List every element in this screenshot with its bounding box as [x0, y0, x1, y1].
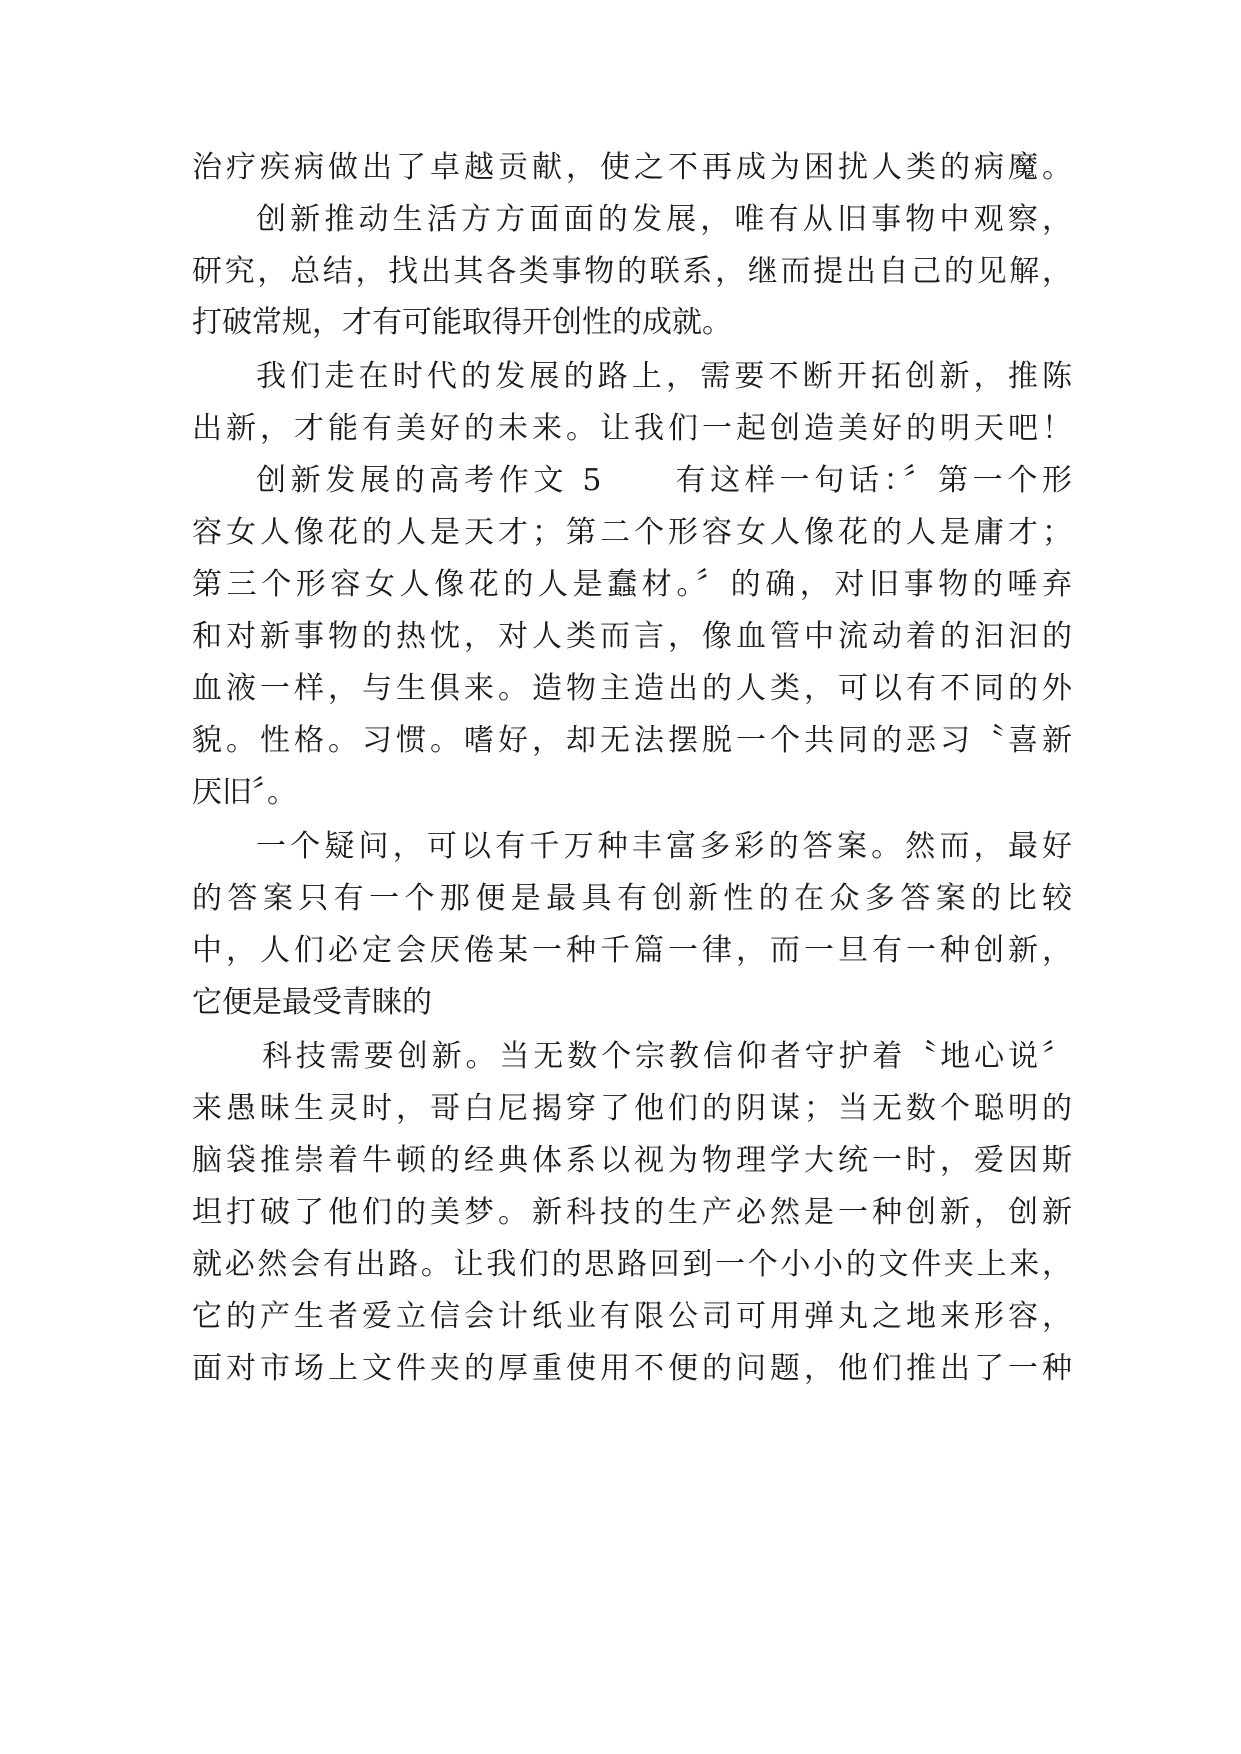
- text-line: 脑袋推崇着牛顿的经典体系以视为物理学大统一时，爱因斯: [192, 1143, 1072, 1178]
- text-line: 第三个形容女人像花的人是蠢材。〞的确，对旧事物的唾弃: [192, 567, 1072, 602]
- text-line: 治疗疾病做出了卓越贡献，使之不再成为困扰人类的病魔。: [192, 150, 1072, 185]
- paragraph-end-line: 它便是最受青睐的: [192, 985, 432, 1020]
- text-line: 出新，才能有美好的未来。让我们一起创造美好的明天吧！: [192, 411, 1072, 446]
- text-line: 坦打破了他们的美梦。新科技的生产必然是一种创新，创新: [192, 1195, 1072, 1230]
- text-line: 容女人像花的人是天才；第二个形容女人像花的人是庸才；: [192, 515, 1072, 550]
- paragraph-end-line: 厌旧〞。: [192, 775, 297, 810]
- text-line: 和对新事物的热忱，对人类而言，像血管中流动着的汩汩的: [192, 619, 1072, 654]
- paragraph-end-line: 打破常规，才有可能取得开创性的成就。: [192, 305, 732, 340]
- text-line: 貌。性格。习惯。嗜好，却无法摆脱一个共同的恶习〝喜新: [192, 723, 1072, 758]
- text-line: 的答案只有一个那便是最具有创新性的在众多答案的比较: [192, 881, 1072, 916]
- essay-heading-line: 创新发展的高考作文 5 有这样一句话：〞第一个形: [256, 463, 1072, 498]
- text-line: 研究，总结，找出其各类事物的联系，继而提出自己的见解，: [192, 254, 1072, 289]
- text-line: 中，人们必定会厌倦某一种千篇一律，而一旦有一种创新，: [192, 933, 1072, 968]
- text-line: 来愚昧生灵时，哥白尼揭穿了他们的阴谋；当无数个聪明的: [192, 1091, 1072, 1126]
- paragraph-start-line: 我们走在时代的发展的路上，需要不断开拓创新，推陈: [256, 359, 1072, 394]
- text-line: 面对市场上文件夹的厚重使用不便的问题，他们推出了一种: [192, 1351, 1072, 1386]
- text-line: 就必然会有出路。让我们的思路回到一个小小的文件夹上来，: [192, 1247, 1072, 1282]
- text-line: 它的产生者爱立信会计纸业有限公司可用弹丸之地来形容，: [192, 1299, 1072, 1334]
- paragraph-start-line: 创新推动生活方方面面的发展，唯有从旧事物中观察，: [256, 202, 1072, 237]
- paragraph-start-line: 一个疑问，可以有千万种丰富多彩的答案。然而，最好: [256, 829, 1072, 864]
- paragraph-start-line: 科技需要创新。当无数个宗教信仰者守护着〝地心说〞: [262, 1039, 1072, 1074]
- text-line: 血液一样，与生俱来。造物主造出的人类，可以有不同的外: [192, 671, 1072, 706]
